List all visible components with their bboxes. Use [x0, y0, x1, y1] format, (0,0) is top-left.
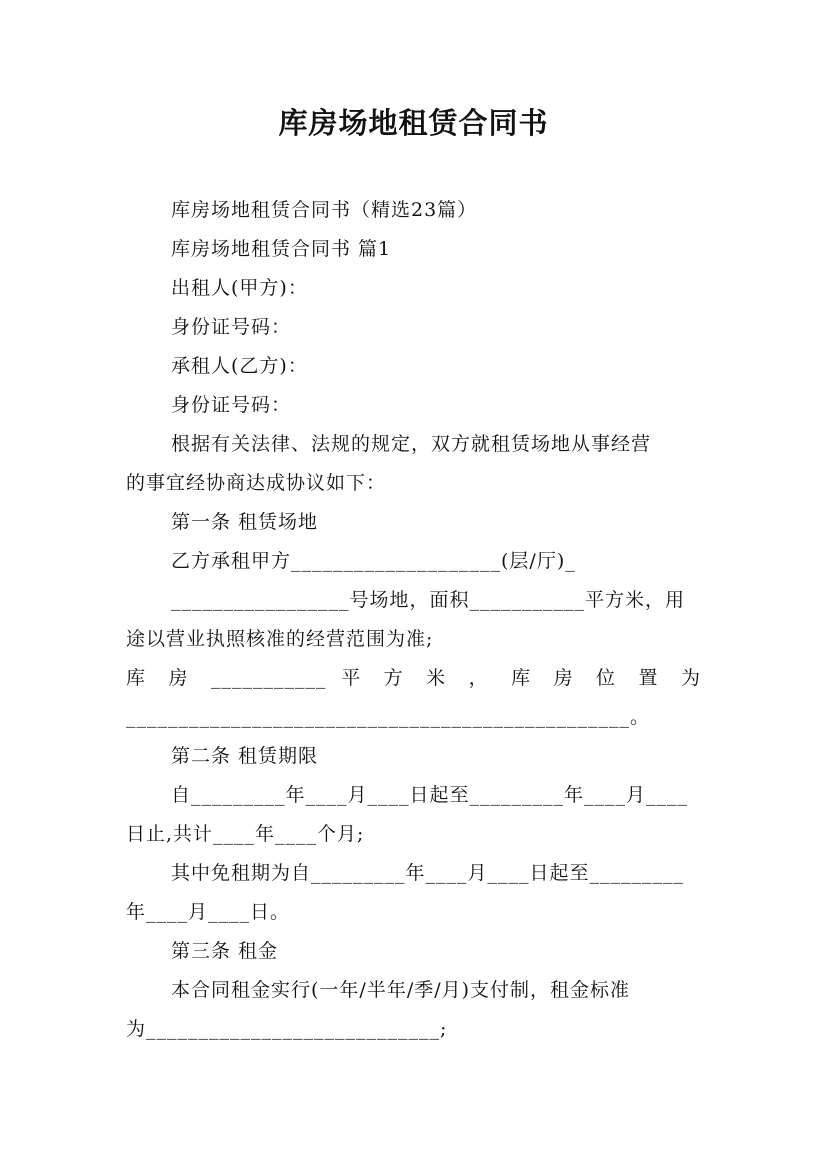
- section-heading: 库房场地租赁合同书 篇1: [171, 238, 392, 260]
- paragraph-line: 根据有关法律、法规的规定，双方就租赁场地从事经营: [171, 433, 652, 455]
- lessor-line: 出租人(甲方)：: [171, 277, 308, 299]
- article-heading: 第一条 租赁场地: [171, 511, 319, 533]
- paragraph-line: 途以营业执照核准的经营范围为准;: [126, 628, 434, 650]
- paragraph-line: 日止,共计____年____个月;: [126, 823, 365, 845]
- paragraph-line: 的事宜经协商达成协议如下：: [126, 472, 387, 494]
- lessee-id-line: 身份证号码：: [171, 394, 292, 416]
- paragraph-line: 乙方承租甲方____________________(层/厅)_: [171, 550, 576, 572]
- lessee-line: 承租人(乙方)：: [171, 355, 308, 377]
- paragraph-line: 其中免租期为自_________年____月____日起至_________: [171, 862, 685, 884]
- paragraph-line: 本合同租金实行(一年/半年/季/月)支付制，租金标准: [171, 979, 631, 1001]
- lessor-id-line: 身份证号码：: [171, 316, 292, 338]
- paragraph-line: 为____________________________;: [126, 1018, 448, 1040]
- paragraph-line: ________________________________________________。: [126, 706, 651, 728]
- paragraph-line: 年____月____日。: [126, 901, 291, 923]
- paragraph-line: 库 房 ___________ 平 方 米 ， 库 房 位 置 为: [126, 667, 701, 689]
- paragraph-line: 自_________年____月____日起至_________年____月____: [171, 784, 689, 806]
- subtitle-line: 库房场地租赁合同书（精选23篇）: [171, 199, 478, 221]
- article-heading: 第二条 租赁期限: [171, 745, 319, 767]
- paragraph-line: _________________号场地，面积___________平方米，用: [171, 589, 686, 611]
- article-heading: 第三条 租金: [171, 940, 279, 962]
- document-title: 库房场地租赁合同书: [278, 106, 549, 140]
